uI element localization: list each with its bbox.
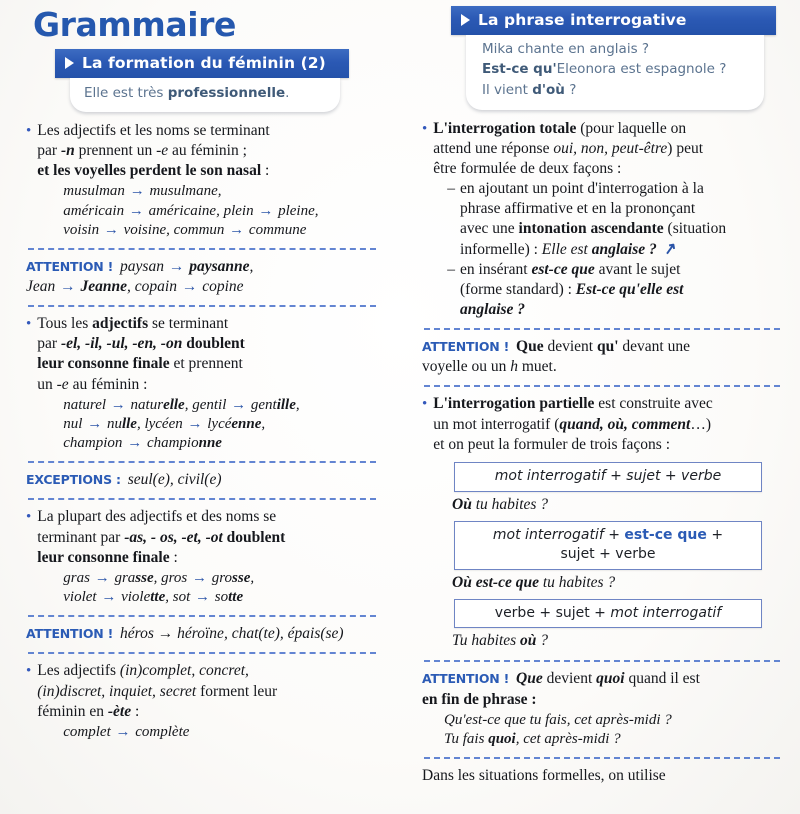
bullet-icon: • xyxy=(26,663,32,680)
arrow-right-icon: → xyxy=(60,278,76,296)
formula-example: Tu habites où ? xyxy=(452,632,549,650)
example-line: gras → grasse, gros → grosse, xyxy=(63,569,255,586)
arrow-right-icon: → xyxy=(181,278,198,296)
note-line: voyelle ou un h muet. xyxy=(422,358,557,376)
dashed-separator xyxy=(424,385,780,387)
arrow-right-icon: → xyxy=(128,202,144,219)
rule-body xyxy=(37,314,382,453)
rule-line: attend une réponse oui, non, peut-être) peut xyxy=(433,139,704,157)
rule-line: Les adjectifs et les noms se terminant xyxy=(37,121,270,139)
formula-box xyxy=(454,521,762,570)
note-line: ATTENTION ! Que devient quoi quand il est xyxy=(422,670,700,688)
rising-arrow-icon: ↗ xyxy=(662,239,678,259)
triangle-right-icon xyxy=(65,57,74,69)
example-line: Qu'est-ce que tu fais, cet après-midi ? xyxy=(444,711,672,728)
example-line: américain → américaine, plein → pleine, xyxy=(63,202,319,219)
bullet-icon: • xyxy=(26,122,32,139)
arrow-right-icon: → xyxy=(110,396,126,413)
triangle-right-icon xyxy=(461,14,470,26)
sub-item-body xyxy=(460,260,786,320)
arrow-right-icon: → xyxy=(195,589,211,606)
footer-line: Dans les situations formelles, on utilise xyxy=(422,767,666,785)
rule-line: et les voyelles perdent le son nasal : xyxy=(37,162,270,180)
bubble-line: Il vient d'où ? xyxy=(482,81,577,98)
attention-tag: ATTENTION ! xyxy=(422,671,510,687)
arrow-right-icon: → xyxy=(101,589,117,606)
page-title: Grammaire xyxy=(33,5,237,44)
dashed-separator xyxy=(424,660,780,662)
bullet-icon: • xyxy=(26,316,32,333)
rule-line: Tous les adjectifs se terminant xyxy=(37,315,229,333)
rule-body xyxy=(433,119,786,320)
bubble-line: Est-ce qu'Eleonora est espagnole ? xyxy=(482,61,727,78)
attention-note xyxy=(26,624,382,644)
arrow-right-icon: → xyxy=(127,435,143,452)
bullet-icon: • xyxy=(422,120,428,137)
arrow-right-icon: → xyxy=(231,396,247,413)
rule-item xyxy=(26,661,382,742)
rule-line: et on peut la formuler de trois façons : xyxy=(433,435,670,453)
note-line: ATTENTION ! Que devient qu' devant une xyxy=(422,338,690,356)
exceptions-tag: EXCEPTIONS : xyxy=(26,472,121,488)
section-header-label: La phrase interrogative xyxy=(478,11,687,29)
speech-bubble-interrogative-wrap xyxy=(418,35,786,110)
arrow-right-icon: → xyxy=(168,257,185,275)
rule-line: L'interrogation partielle est construite avec xyxy=(433,395,713,413)
arrow-right-icon: → xyxy=(192,569,208,586)
formula-box xyxy=(454,462,762,492)
arrow-right-icon: → xyxy=(94,569,110,586)
rule-item xyxy=(422,394,786,454)
arrow-right-icon: → xyxy=(258,202,274,219)
example-list xyxy=(63,182,382,240)
speech-bubble-feminin xyxy=(70,78,340,112)
sub-line: (forme standard) : Est-ce qu'elle est xyxy=(460,280,684,298)
footer-paragraph xyxy=(422,766,786,786)
sub-line: phrase affirmative et en la prononçant xyxy=(460,200,696,218)
formula-highlight: est-ce que xyxy=(624,526,707,543)
rule-line: féminin en -ète : xyxy=(37,702,140,720)
dashed-separator xyxy=(424,757,780,759)
rule-line: un -e au féminin : xyxy=(37,375,148,393)
rule-item xyxy=(422,119,786,320)
example-list xyxy=(63,723,382,742)
attention-tag: ATTENTION ! xyxy=(422,339,510,355)
arrow-right-icon: → xyxy=(115,723,131,740)
note-line: en fin de phrase : xyxy=(422,690,537,708)
rule-line: L'interrogation totale (pour laquelle on xyxy=(433,119,687,137)
rule-line: par -el, -il, -ul, -en, -on doublent xyxy=(37,335,245,353)
formula-text-italic: mot interrogatif xyxy=(610,604,722,621)
sub-item xyxy=(447,260,786,320)
dash-marker: – xyxy=(447,180,456,198)
dashed-separator xyxy=(28,498,376,500)
attention-tag: ATTENTION ! xyxy=(26,258,114,274)
rule-line: un mot interrogatif (quand, où, comment…) xyxy=(433,415,711,433)
example-line: musulman → musulmane, xyxy=(63,183,222,200)
rule-line: leur consonne finale et prennent xyxy=(37,355,243,373)
sub-item xyxy=(447,179,786,260)
note-line: ATTENTION ! paysan → paysanne, xyxy=(26,257,254,275)
dashed-separator xyxy=(424,328,780,330)
example-line: Tu fais quoi, cet après-midi ? xyxy=(444,730,621,747)
example-line: champion → championne xyxy=(63,435,222,452)
rule-line: terminant par -as, - os, -et, -ot doublent xyxy=(37,528,286,546)
section-header-label: La formation du féminin (2) xyxy=(82,53,326,72)
arrow-right-icon: → xyxy=(229,221,245,238)
bubble-line: Elle est très professionnelle. xyxy=(84,84,290,101)
dashed-separator xyxy=(28,461,376,463)
formula-box xyxy=(454,599,762,629)
example-line: complet → complète xyxy=(63,723,190,740)
right-column xyxy=(400,0,800,786)
bullet-icon: • xyxy=(26,509,32,526)
dashed-separator xyxy=(28,615,376,617)
attention-note xyxy=(26,257,382,297)
rule-body xyxy=(37,507,382,607)
rule-line: leur consonne finale : xyxy=(37,548,178,566)
rule-line: La plupart des adjectifs et des noms se xyxy=(37,508,277,526)
arrow-right-icon: → xyxy=(187,415,203,432)
formula-text: mot interrogatif + sujet + verbe xyxy=(494,467,722,484)
note-line: Jean → Jeanne, copain → copine xyxy=(26,278,244,296)
bullet-icon: • xyxy=(422,396,428,413)
rule-body xyxy=(37,121,382,240)
formula-text-line2: sujet + verbe xyxy=(560,545,656,562)
attention-note xyxy=(422,669,786,749)
sub-line: informelle) : Elle est anglaise ? ↗ xyxy=(460,240,786,260)
formula-example: Où tu habites ? xyxy=(452,495,549,513)
section-header-feminin xyxy=(55,49,349,78)
attention-note xyxy=(422,337,786,377)
speech-bubble-feminin-wrap xyxy=(22,78,382,112)
dash-marker: – xyxy=(447,260,456,278)
formula-text: mot interrogatif + est-ce que + xyxy=(492,526,724,543)
sub-line: anglaise ? xyxy=(460,301,526,319)
example-list xyxy=(63,396,382,454)
example-list xyxy=(63,569,382,607)
example-line: violet → violette, sot → sotte xyxy=(63,589,244,606)
exceptions-note xyxy=(26,470,382,490)
rule-body xyxy=(433,394,786,454)
sub-line: avec une intonation ascendante (situation xyxy=(460,220,727,238)
formula-example: Où est-ce que tu habites ? xyxy=(452,573,616,591)
left-column xyxy=(0,0,400,742)
speech-bubble-interrogative xyxy=(466,35,764,110)
rule-item xyxy=(26,507,382,607)
sub-line: en ajoutant un point d'interrogation à la xyxy=(460,180,704,198)
example-line: naturel → naturelle, gentil → gentille, xyxy=(63,396,300,413)
bubble-line: Mika chante en anglais ? xyxy=(482,41,650,57)
exceptions-text: seul(e), civil(e) xyxy=(127,471,222,489)
dashed-separator xyxy=(28,248,376,250)
attention-tag: ATTENTION ! xyxy=(26,626,114,642)
rule-body xyxy=(37,661,382,742)
rule-line: Les adjectifs (in)complet, concret, xyxy=(37,662,249,680)
rule-line: être formulée de deux façons : xyxy=(433,160,622,178)
sub-line: en insérant est-ce que avant le sujet xyxy=(460,260,681,278)
rule-item xyxy=(26,314,382,453)
arrow-right-icon: → xyxy=(87,415,103,432)
arrow-right-icon: → xyxy=(129,183,145,200)
rule-item xyxy=(26,121,382,240)
formula-text: verbe + sujet + xyxy=(494,604,611,621)
example-list xyxy=(444,711,786,749)
example-line: nul → nulle, lycéen → lycéenne, xyxy=(63,415,266,432)
rule-line: (in)discret, inquiet, secret forment leur xyxy=(37,682,278,700)
sub-item-body xyxy=(460,179,786,260)
arrow-right-icon: → xyxy=(103,221,119,238)
dashed-separator xyxy=(28,652,376,654)
dashed-separator xyxy=(28,305,376,307)
example-line: voisin → voisine, commun → commune xyxy=(63,221,307,238)
section-header-interrogative xyxy=(451,6,776,35)
rule-line: par -n prennent un -e au féminin ; xyxy=(37,142,247,160)
note-text: héros → héroïne, chat(te), épais(se) xyxy=(120,625,344,643)
